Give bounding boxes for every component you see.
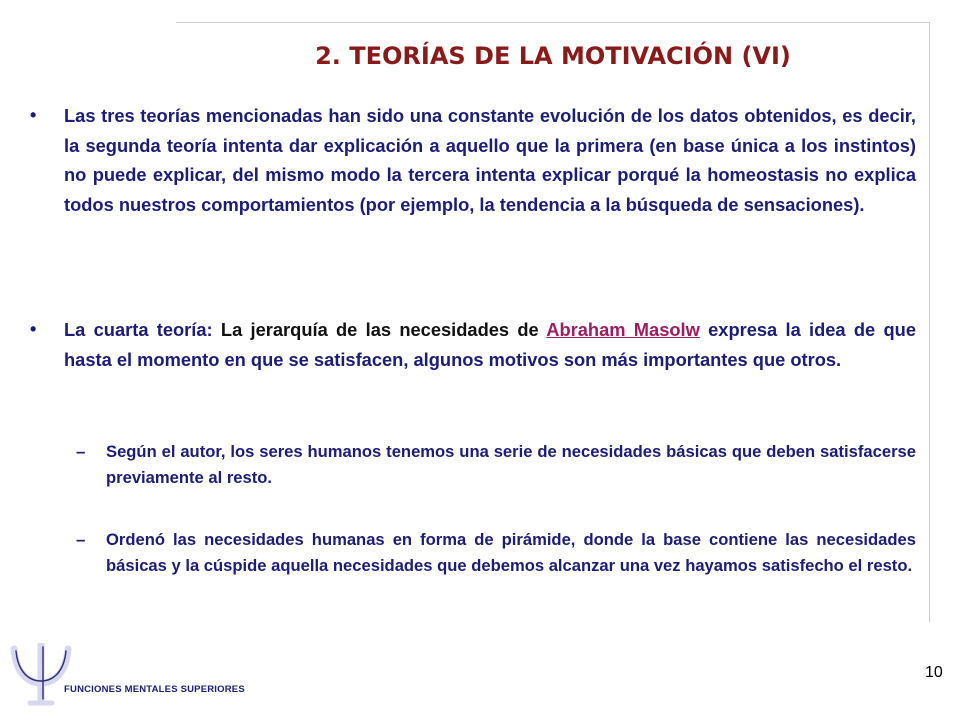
slide-title: 2. TEORÍAS DE LA MOTIVACIÓN (VI): [315, 42, 791, 70]
bullet-marker: •: [30, 105, 37, 125]
bullet-text: [64, 315, 916, 374]
psi-symbol-icon: [6, 643, 76, 707]
sub-text: Ordenó las necesidades humanas en forma de pirámide, donde la base contiene las necesidades básicas y la cúspide aquella necesidades que debemos alcanzar una vez hayamos satisfecho el resto.: [106, 530, 916, 575]
bullet-emphasis: La jerarquía de las necesidades de: [220, 319, 547, 340]
footer-label: FUNCIONES MENTALES SUPERIORES: [64, 684, 245, 695]
bullet-marker: •: [30, 319, 37, 339]
bullet-lead: La cuarta teoría:: [64, 319, 221, 340]
sub-text: Según el autor, los seres humanos tenemos una serie de necesidades básicas que deben satisfacerse previamente al resto.: [106, 442, 916, 487]
frame-top-line: [176, 22, 930, 23]
page-number: 10: [925, 664, 943, 681]
frame-right-line: [929, 22, 930, 622]
abraham-maslow-link[interactable]: Abraham Masolw: [546, 319, 700, 340]
dash-marker: –: [76, 530, 86, 549]
dash-marker: –: [76, 442, 86, 461]
bullet-text: Las tres teorías mencionadas han sido una constante evolución de los datos obtenidos, es decir, la segunda teoría intenta dar explicación a aquello que la primera (en base única a los instintos) no puede explicar, del mismo modo la tercera intenta explicar porqué la homeostasis no explica todos nuestros comportamientos (por ejemplo, la tendencia a la búsqueda de sensaciones).: [64, 105, 916, 215]
bullet-rest: expresa la idea de que hasta el momento en que se satisfacen, algunos motivos son más importantes que otros.: [64, 319, 916, 370]
